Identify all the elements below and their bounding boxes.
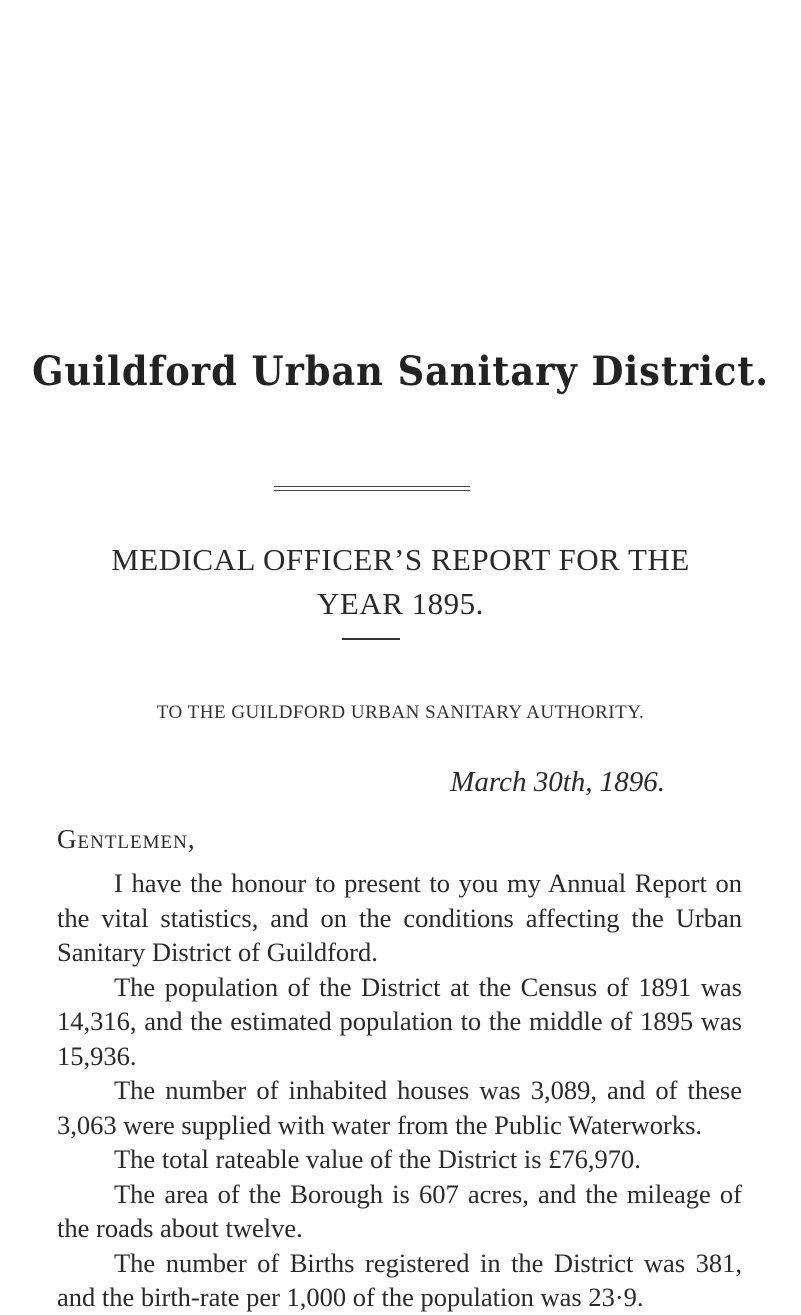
letter-date: March 30th, 1896. [450,766,665,798]
double-rule-divider [274,486,470,491]
salutation: Gentlemen, [57,824,196,854]
paragraph-births: The number of Births registered in the District was 381, and the birth-rate per 1,000 of the population was 23·9. [57,1247,742,1312]
paragraph-rateable-value: The total rateable value of the District is £76,970. [114,1144,641,1174]
paragraph-houses: The number of inhabited houses was 3,089, and of these 3,063 were supplied with water from the Public Waterworks. [57,1075,742,1140]
masthead-title: Guildford Urban Sanitary District. [32,348,769,395]
report-title [0,538,801,626]
report-title-line-1: MEDICAL OFFICER’S REPORT FOR THE [111,542,690,577]
paragraph-area: The area of the Borough is 607 acres, and the mileage of the roads about twelve. [57,1178,742,1243]
report-title-line-2: YEAR 1895. [317,586,484,621]
report-body [57,866,742,1315]
addressee-line: TO THE GUILDFORD URBAN SANITARY AUTHORITY. [156,702,645,723]
paragraph-introduction: I have the honour to present to you my Annual Report on the vital statistics, and on the conditions affecting the Urban Sanitary District of Guildford. [57,868,742,967]
short-rule-divider [342,638,400,640]
paragraph-population: The population of the District at the Census of 1891 was 14,316, and the estimated population to the middle of 1895 was 15,936. [57,971,742,1071]
